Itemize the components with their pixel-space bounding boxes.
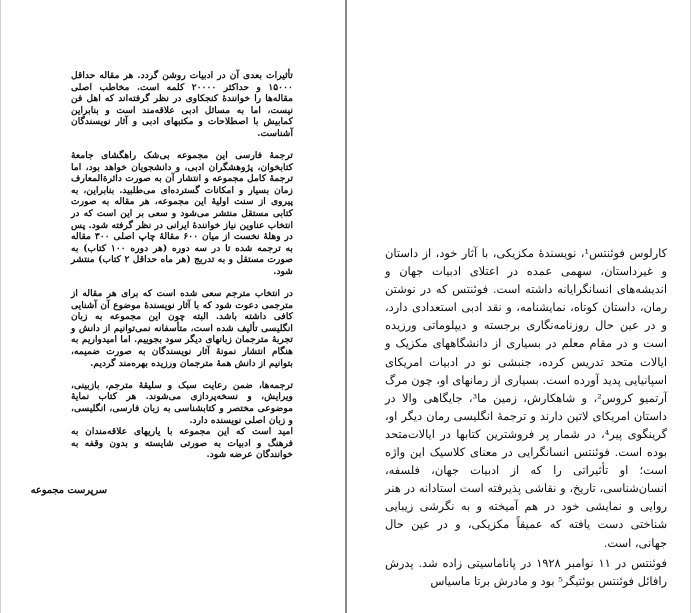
paragraph: فوئنتس در ۱۱ نوامبر ۱۹۲۸ در پاناماسیتی زاده شد. پدرش رافائل فوئنتس بوئتیگر⁵ بود و مادرش برتا ماسیاس [385,555,667,588]
signature: سرپرست مجموعه [30,485,107,496]
paragraph: ترجمه‌ها، ضمن رعایت سبک و سلیقهٔ مترجم، بازبینی، ویرایش، و نسخه‌پردازی می‌شوند. هر کتاب نمایهٔ موضوعی مختصر و کتابشناسی به زبان فارسی، انگلیسی، و زبان اصلی نویسنده دارد. [71,379,293,426]
left-page [0,0,345,613]
paragraph: امید است که این مجموعه با یاریهای علاقه‌مندان به فرهنگ و ادبیات به صورتی شایسته و بدون وقفه به خوانندگان عرضه شود. [71,426,293,461]
right-page [347,0,691,613]
paragraph: تأثیرات بعدی آن در ادبیات روشن گردد. هر مقاله حداقل ۱۵۰۰۰ و حداکثر ۲۰۰۰۰ کلمه است. مخاطب اصلی مقاله‌ها را خوانندهٔ کنجکاوی در نظر گرفته‌اند که اهل فن نیست، اما به مسائل ادبی علاقه‌مند است و بنابراین کمابیش با اصطلاحات و مکتبهای ادبی و آثار نویسندگان آشناست. [71,70,293,139]
paragraph: در انتخاب مترجم سعی شده است که برای هر مقاله از مترجمی دعوت شود که با آثار نویسندهٔ موضوع آن آشنایی کافی داشته باشد. البته چون این مجموعه به زبان انگلیسی تألیف شده است، متأسفانه نمی‌توانیم از دانش و تجربهٔ مترجمان زبانهای دیگر سود بجوییم. اما امیدواریم به هنگام انتشار نمونهٔ آثار نویسندگان به صورت ضمیمه، بتوانیم از دانش همهٔ مترجمان ورزیده بهره‌مند گردیم. [71,288,293,369]
paragraph: کارلوس فوئنتس¹، نویسندهٔ مکزیکی، با آثار خود، از داستان و غیرداستان، سهمی عمده در اعتلای ادبیات جهان و اندیشه‌های انسانگرایانه داشته است. فوئنتس که در نوشتن رمان، داستان کوتاه، نمایشنامه، و نقد ادبی استعدادی دارد، و در عین حال روزنامه‌نگاری برجسته و دیپلوماتی ورزیده است و در مقام معلم در بسیاری از دانشگاههای مکزیک و ایالات متحد تدریس کرده، جنبشی نو در ادبیات امریکای اسپانیایی پدید آورده است. بسیاری از رمانهای او، چون مرگ آرتمیو کروس²، و شاهکارش، زمین ما³، جایگاهی والا در داستان امریکای لاتین دارند و ترجمهٔ انگلیسی رمان دیگر او، گرینگوی پیر⁴، در شمار پر فروشترین کتابها در ایالات‌متحد بوده است. فوئنتس انسانگرایی در معنای کلاسیک این واژه است؛ او تأثیراتی را که از ادبیات جهان، فلسفه، انسان‌شناسی، تاریخ، و نقاشی پذیرفته است استادانه در هنر روایی و نمایشی خود در هم آمیخته و به نگرشی زیبایی شناختی دست یافته که عمیقاً مکزیکی، و در عین حال جهانی، است. [385,246,668,550]
right-page-body [385,244,667,590]
paragraph: ترجمهٔ فارسی این مجموعه بی‌شک راهگشای جامعهٔ کتابخوان، پژوهشگران ادبی، و دانشجویان خواهد بود، اما ترجمهٔ کامل مجموعه و انتشار آن به صورت دائرة‌المعارف زمان بسیار و امکانات گسترده‌ای می‌طلبید. بنابراین، به پیروی از سنت اولیهٔ این مجموعه، هر مقاله به صورت کتابی مستقل منتشر می‌شود و سعی بر این است که در انتخاب عناوین نیاز خوانندهٔ ایرانی در نظر گرفته شود. پس در وهلهٔ نخست از میان ۶۰۰ مقالهٔ چاپ اصلی ۳۰۰ مقاله به ترجمه شده تا در سه دوره (هر دوره ۱۰۰ کتاب) به صورت مستقل و به تدریج (هر ماه حداقل ۲ کتاب) منتشر شود. [71,150,294,277]
left-page-body [71,70,293,471]
